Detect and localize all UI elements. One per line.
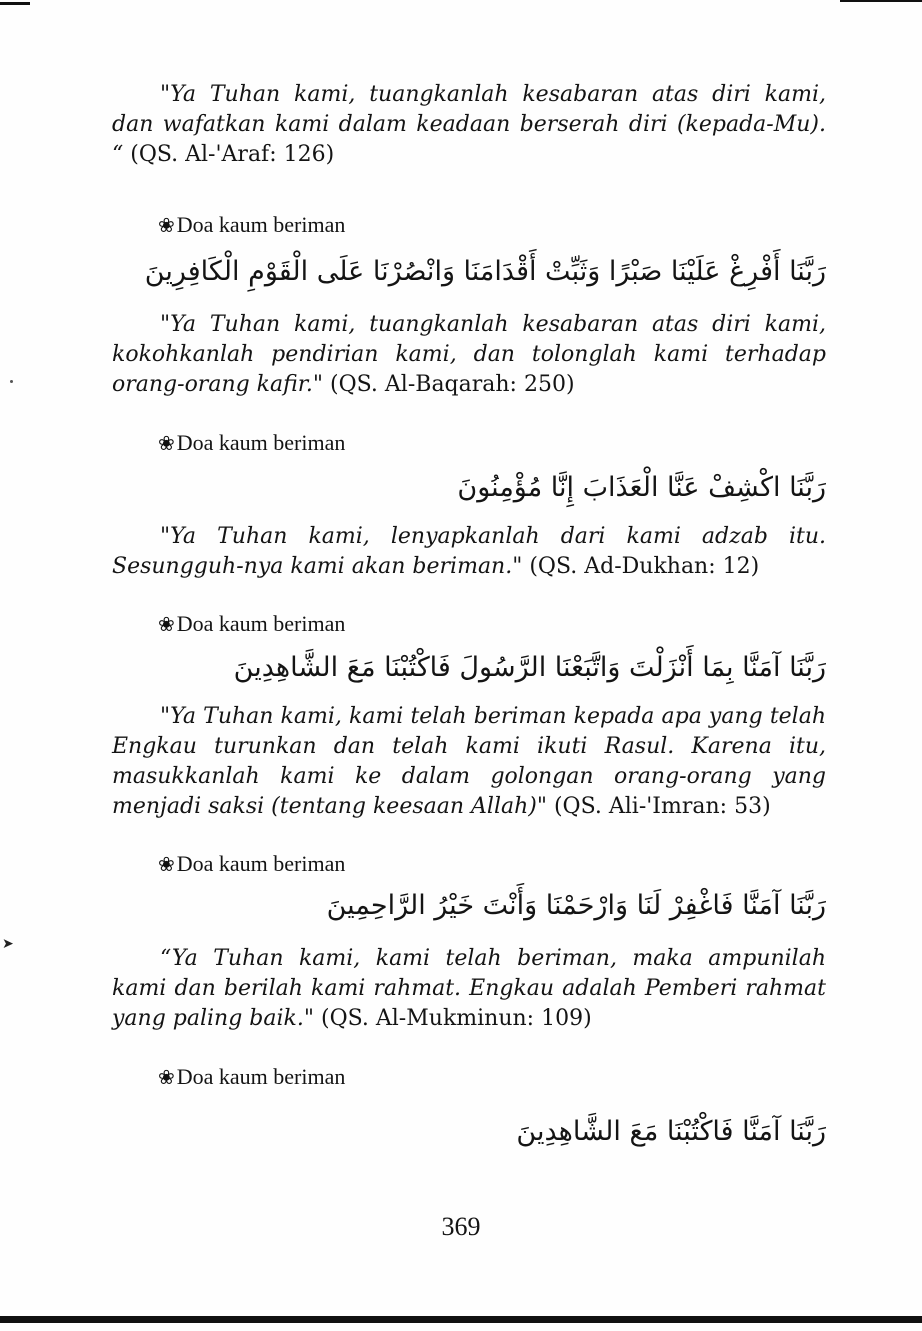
translation-1: "Ya Tuhan kami, tuangkanlah kesabaran atas diri kami, dan wafatkan kami dalam keadaan berserah diri (kepada-Mu). “ (QS. Al-'Araf: 126) bbox=[112, 82, 826, 167]
flower-icon: ❀ bbox=[158, 215, 175, 237]
section-heading-6: ❀Doa kaum beriman bbox=[158, 1064, 346, 1089]
scan-border-bottom bbox=[0, 1316, 922, 1323]
arabic-verse-3: رَبَّنَا اكْشِفْ عَنَّا الْعَذَابَ إِنَّا مُؤْمِنُونَ bbox=[457, 472, 826, 503]
section-heading-4: ❀Doa kaum beriman bbox=[158, 611, 346, 636]
arabic-verse-2: رَبَّنَا أَفْرِغْ عَلَيْنَا صَبْرًا وَثَبِّتْ أَقْدَامَنَا وَانْصُرْنَا عَلَى الْقَوْمِ الْكَافِرِينَ bbox=[144, 256, 826, 287]
section-heading-3: ❀Doa kaum beriman bbox=[158, 430, 346, 455]
flower-icon: ❀ bbox=[158, 1067, 175, 1089]
scan-mark-top-left bbox=[0, 2, 30, 5]
reference-4: (QS. Ali-'Imran: 53) bbox=[546, 794, 771, 819]
reference-5: (QS. Al-Mukminun: 109) bbox=[314, 1006, 592, 1031]
flower-icon: ❀ bbox=[158, 854, 175, 876]
section-heading-5: ❀Doa kaum beriman bbox=[158, 851, 346, 876]
translation-5: “Ya Tuhan kami, kami telah beriman, maka ampunilah kami dan berilah kami rahmat. Engkau adalah Pemberi rahmat yang paling baik." (QS. Al-Mukminun: 109) bbox=[112, 946, 826, 1031]
translation-4: "Ya Tuhan kami, kami telah beriman kepada apa yang telah Engkau turunkan dan telah kami ikuti Rasul. Karena itu, masukkanlah kami ke dalam golongan orang-orang yang menjadi saksi (tentang keesaan Allah)" (QS. Ali-'Imran: 53) bbox=[112, 704, 826, 819]
arabic-verse-4: رَبَّنَا آمَنَّا بِمَا أَنْزَلْتَ وَاتَّبَعْنَا الرَّسُولَ فَاكْتُبْنَا مَعَ الشَّاهِدِينَ bbox=[233, 652, 826, 683]
scan-mark-top-right bbox=[840, 0, 922, 2]
scan-arrow-mark: ➤ bbox=[2, 936, 14, 952]
reference-2: (QS. Al-Baqarah: 250) bbox=[323, 372, 575, 397]
flower-icon: ❀ bbox=[158, 433, 175, 455]
translation-2: "Ya Tuhan kami, tuangkanlah kesabaran atas diri kami, kokohkanlah pendirian kami, dan tolonglah kami terhadap orang-orang kafir." (QS. Al-Baqarah: 250) bbox=[112, 312, 826, 397]
arabic-verse-5: رَبَّنَا آمَنَّا فَاغْفِرْ لَنَا وَارْحَمْنَا وَأَنْتَ خَيْرُ الرَّاحِمِينَ bbox=[326, 890, 826, 921]
page-number: 369 bbox=[441, 1212, 481, 1241]
translation-3: "Ya Tuhan kami, lenyapkanlah dari kami adzab itu. Sesungguh-nya kami akan beriman." (QS. Ad-Dukhan: 12) bbox=[112, 524, 826, 579]
arabic-verse-6: رَبَّنَا آمَنَّا فَاكْتُبْنَا مَعَ الشَّاهِدِينَ bbox=[516, 1116, 826, 1147]
section-heading-2: ❀Doa kaum beriman bbox=[158, 212, 346, 237]
scan-dot bbox=[10, 380, 13, 383]
reference-1: (QS. Al-'Araf: 126) bbox=[123, 142, 335, 167]
flower-icon: ❀ bbox=[158, 614, 175, 636]
reference-3: (QS. Ad-Dukhan: 12) bbox=[522, 554, 760, 579]
